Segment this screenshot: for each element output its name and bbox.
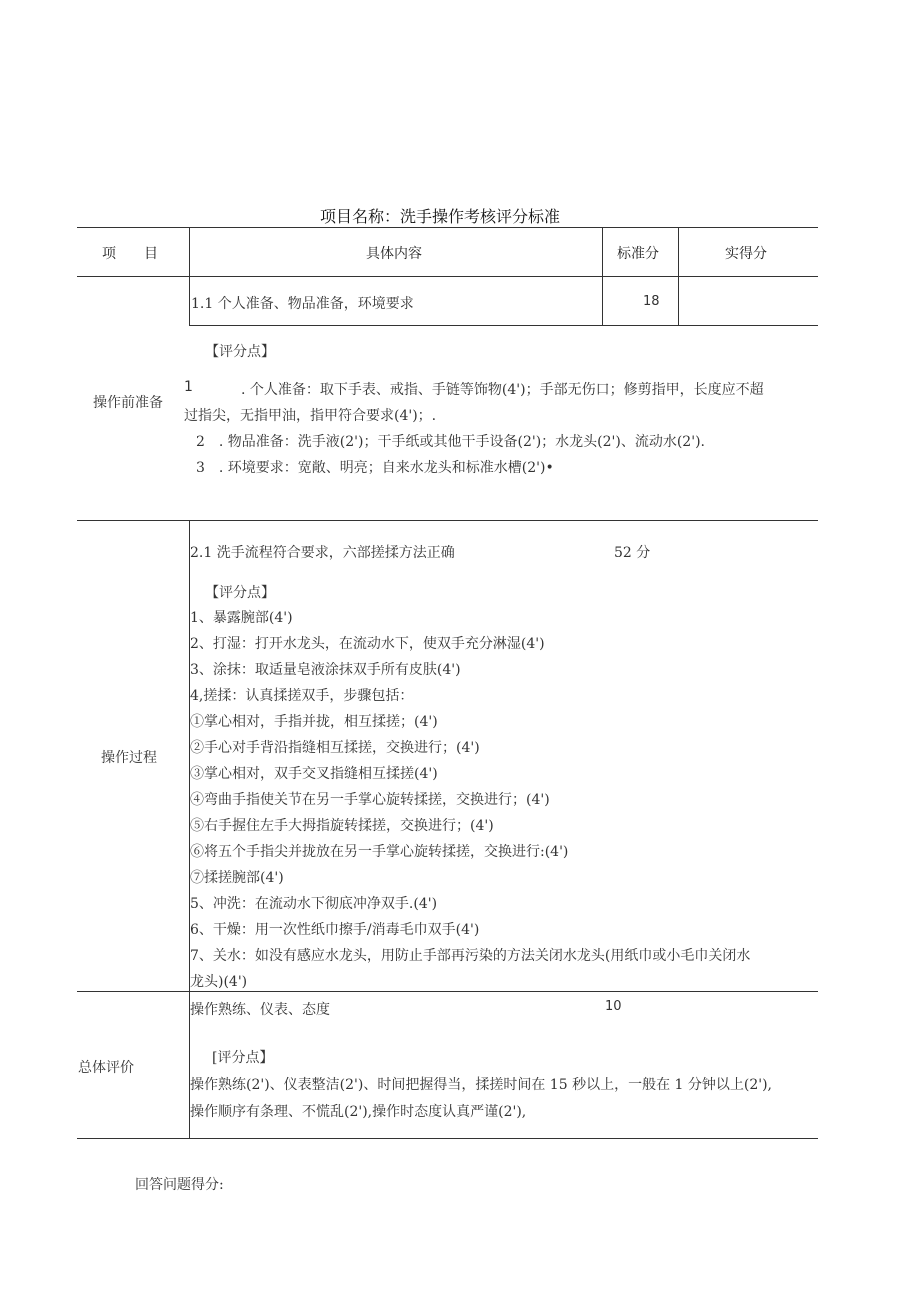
header-actual-score: 实得分 — [725, 246, 767, 262]
header-standard-score: 标准分 — [617, 246, 659, 262]
list-item: ⑦揉搓腕部(4') — [190, 870, 284, 886]
list-item: 2、打湿：打开水龙头，在流动水下，使双手充分淋湿(4') — [190, 636, 545, 652]
list-item: 3、涂抹：取适量皂液涂抹双手所有皮肤(4') — [190, 662, 461, 678]
list-item: ②手心对手背沿指缝相互揉搓，交换进行；(4') — [190, 740, 480, 756]
column-divider-actual — [678, 227, 679, 326]
section1-label: 操作前准备 — [93, 395, 163, 411]
header-content: 具体内容 — [366, 246, 422, 262]
list-item: ③掌心相对，双手交叉指缝相互揉搓(4') — [190, 766, 438, 782]
list-item: 龙头)(4') — [190, 974, 248, 990]
column-divider-score — [602, 227, 603, 326]
section2-score: 52 分 — [614, 545, 651, 561]
answer-score-label: 回答问题得分: — [135, 1177, 224, 1193]
section1-point2: 2 . 物品准备：洗手液(2')；干手纸或其他干手设备(2')；水龙头(2')、流动水(2'). — [196, 434, 705, 450]
section3-points-title: [评分点】 — [212, 1050, 274, 1066]
section2-item: 2.1 洗手流程符合要求，六部搓揉方法正确 — [190, 545, 455, 561]
section2-points-title: 【评分点】 — [205, 585, 275, 601]
list-item: ⑥将五个手指尖并拢放在另一手掌心旋转揉搓，交换进行:(4') — [190, 844, 569, 860]
column-divider-left — [189, 227, 190, 326]
section3-point-line1: 操作熟练(2')、仪表整洁(2')、时间把握得当，揉搓时间在 15 秒以上，一般在 1 分钟以上(2'), — [190, 1077, 773, 1093]
section3-point-line2: 操作顺序有条理、不慌乱(2'),操作时态度认真严谨(2'), — [190, 1104, 527, 1120]
list-item: 5、冲洗：在流动水下彻底冲净双手.(4') — [190, 896, 438, 912]
section1-item: 1.1 个人准备、物品准备，环境要求 — [191, 296, 414, 312]
list-item: 1、暴露腕部(4') — [190, 610, 293, 626]
table-bottom-rule — [77, 1138, 818, 1139]
header-item: 项 目 — [102, 246, 158, 262]
list-item: ⑤右手握住左手大拇指旋转揉搓，交换进行；(4') — [190, 818, 494, 834]
section1-point1: . 个人准备：取下手表、戒指、手链等饰物(4')；手部无伤口；修剪指甲，长度应不超 — [241, 382, 764, 398]
section2-label: 操作过程 — [101, 750, 157, 766]
list-item: ①掌心相对，手指并拢，相互揉搓；(4') — [190, 714, 438, 730]
section1-points-title: 【评分点】 — [205, 344, 275, 360]
list-item: 6、干燥：用一次性纸巾擦手/消毒毛巾双手(4') — [190, 922, 480, 938]
section1-score: 18 — [643, 294, 660, 309]
section3-item: 操作熟练、仪表、态度 — [190, 1002, 330, 1018]
section1-point1-continued: 过指尖，无指甲油，指甲符合要求(4')；. — [184, 408, 437, 424]
page-title: 项目名称：洗手操作考核评分标准 — [320, 207, 561, 226]
list-item: 7、关水：如没有感应水龙头，用防止手部再污染的方法关闭水龙头(用纸巾或小毛巾关闭水 — [190, 948, 751, 964]
section3-label: 总体评价 — [78, 1060, 134, 1076]
list-item: 4,搓揉：认真揉搓双手，步骤包括： — [190, 688, 414, 704]
list-item: ④弯曲手指使关节在另一手掌心旋转揉搓，交换进行；(4') — [190, 792, 550, 808]
section1-point1-number: 1 — [184, 379, 193, 395]
section1-point3: 3 . 环境要求：宽敞、明亮；自来水龙头和标准水槽(2')• — [196, 460, 554, 476]
item1-bottom-rule — [189, 325, 818, 326]
section3-score: 10 — [605, 999, 622, 1014]
